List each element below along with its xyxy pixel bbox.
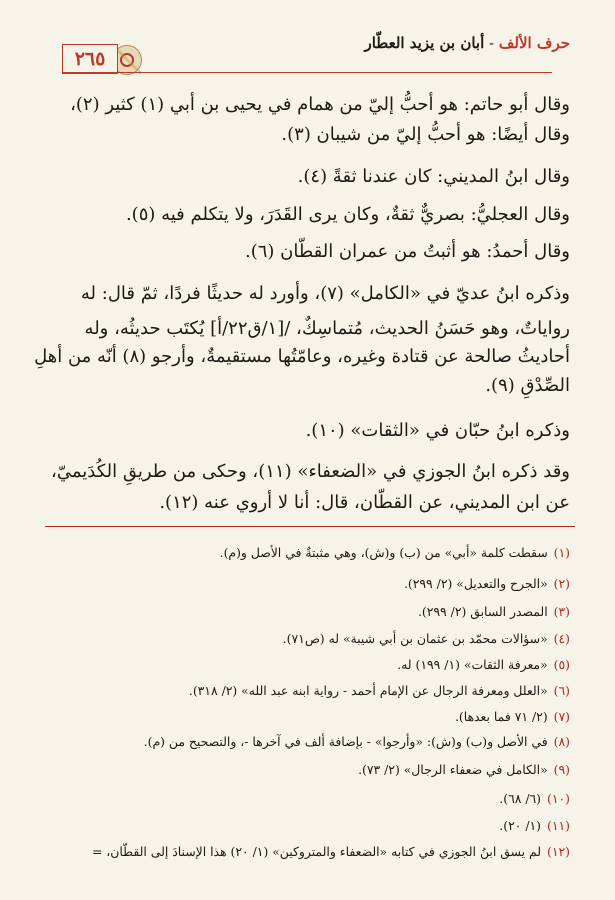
footnote [40, 546, 570, 560]
body-line: وذكره ابنُ حبّان في «الثقات» (١٠). [305, 420, 570, 441]
footnote-number: (١٠) [547, 791, 570, 806]
footnote [40, 577, 570, 591]
footnote-number: (٦) [553, 683, 570, 698]
footnote-text: المصدر السابق (٢/ ٢٩٩). [417, 604, 548, 619]
footnote-text: «الكامل في ضعفاء الرجال» (٢/ ٧٣). [358, 762, 548, 777]
body-line: الصِّدْقِ (٩). [485, 375, 570, 396]
running-head-separator: - [484, 34, 499, 52]
footnote-text: لم يسق ابنُ الجوزي في كتابه «الضعفاء والمتروكين» (١/ ٢٠) هذا الإسنادَ إلى القطّان، = [91, 844, 541, 859]
footnote-number: (١٢) [547, 844, 570, 859]
footnote-number: (٣) [553, 604, 570, 619]
footnote-number: (٧) [553, 709, 570, 724]
footnote [40, 819, 570, 833]
body-line: وقال أبو حاتم: هو أحبُّ إليّ من همام في يحيى بن أبي (١) كثير (٢)، [70, 94, 570, 115]
header-rule [62, 72, 552, 73]
footnote-text: «العلل ومعرفة الرجال عن الإمام أحمد - رواية ابنه عبد الله» (٢/ ٣١٨). [188, 683, 548, 698]
footnote [40, 792, 570, 806]
footnote-number: (١١) [547, 818, 570, 833]
footnote-text: «سؤالات محمّد بن عثمان بن أبي شيبة» له (ص٧١). [282, 631, 548, 646]
running-head [364, 34, 570, 52]
footnote-text: «الجرح والتعديل» (٢/ ٢٩٩). [403, 576, 548, 591]
footnote-number: (٢) [553, 576, 570, 591]
footnote-text: في الأصل و(ب) و(ش): «وأرجوا» - بإضافة ألف في آخرها -، والتصحيح من (م). [143, 734, 548, 749]
footnote-number: (٩) [553, 762, 570, 777]
footnote-text: (٢/ ٧١ فما بعدها). [454, 709, 548, 724]
footnote [40, 684, 570, 698]
footnote-text: (٦/ ٦٨). [499, 791, 541, 806]
body-line: وقال العجليُّ: بصريٌّ ثقةٌ، وكان يرى القَدَرَ، ولا يتكلم فيه (٥). [125, 204, 570, 225]
footnote [40, 632, 570, 646]
body-line: وقال ابنُ المديني: كان عندنا ثقةً (٤). [297, 166, 570, 187]
footnote-number: (٤) [553, 631, 570, 646]
footnote-text: سقطت كلمة «أبي» من (ب) و(ش)، وهي مثبتةٌ في الأصل و(م). [219, 545, 548, 560]
footnote [40, 605, 570, 619]
footnote-text: «معرفة الثقات» (١/ ١٩٩) له. [397, 657, 548, 672]
body-line: وقال أيضًا: هو أحبُّ إليّ من شيبان (٣). [281, 124, 570, 145]
footnote-number: (١) [553, 545, 570, 560]
body-line: عن ابن المديني، عن القطّان، قال: أنا لا أروي عنه (١٢). [159, 492, 570, 513]
running-head-name: أبان بن يزيد العطّار [364, 34, 485, 52]
footnote-text: (١/ ٢٠). [499, 818, 541, 833]
body-line: وقد ذكره ابنُ الجوزي في «الضعفاء» (١١)، وحكى من طريقِ الكُدَيميّ، [51, 461, 570, 482]
footnote [40, 845, 570, 859]
body-line: أحاديثُ صالحة عن قتادة وغيره، وعامّتُها مستقيمةٌ، وأرجو (٨) أنّه من أهلِ [34, 346, 570, 367]
footnote-number: (٨) [553, 734, 570, 749]
footnote-number: (٥) [553, 657, 570, 672]
body-line: وقال أحمدُ: هو أثبتُ من عمران القطّان (٦). [244, 241, 570, 262]
page-number: ٢٦٥ [62, 44, 118, 74]
footnote [40, 763, 570, 777]
body-line: رواياتٌ، وهو حَسَنُ الحديث، مُتماسِكٌ، /[١/ق٢٢/أ] يُكتَب حديثُه، وله [84, 318, 570, 339]
footnote-rule [45, 526, 575, 527]
footnote [40, 658, 570, 672]
body-line: وذكره ابنُ عديّ في «الكامل» (٧)، وأورد له حديثًا فردًا، ثمّ قال: له [80, 283, 570, 304]
footnote [40, 710, 570, 724]
running-head-letter: حرف الألف [498, 34, 570, 52]
footnote [40, 735, 570, 749]
